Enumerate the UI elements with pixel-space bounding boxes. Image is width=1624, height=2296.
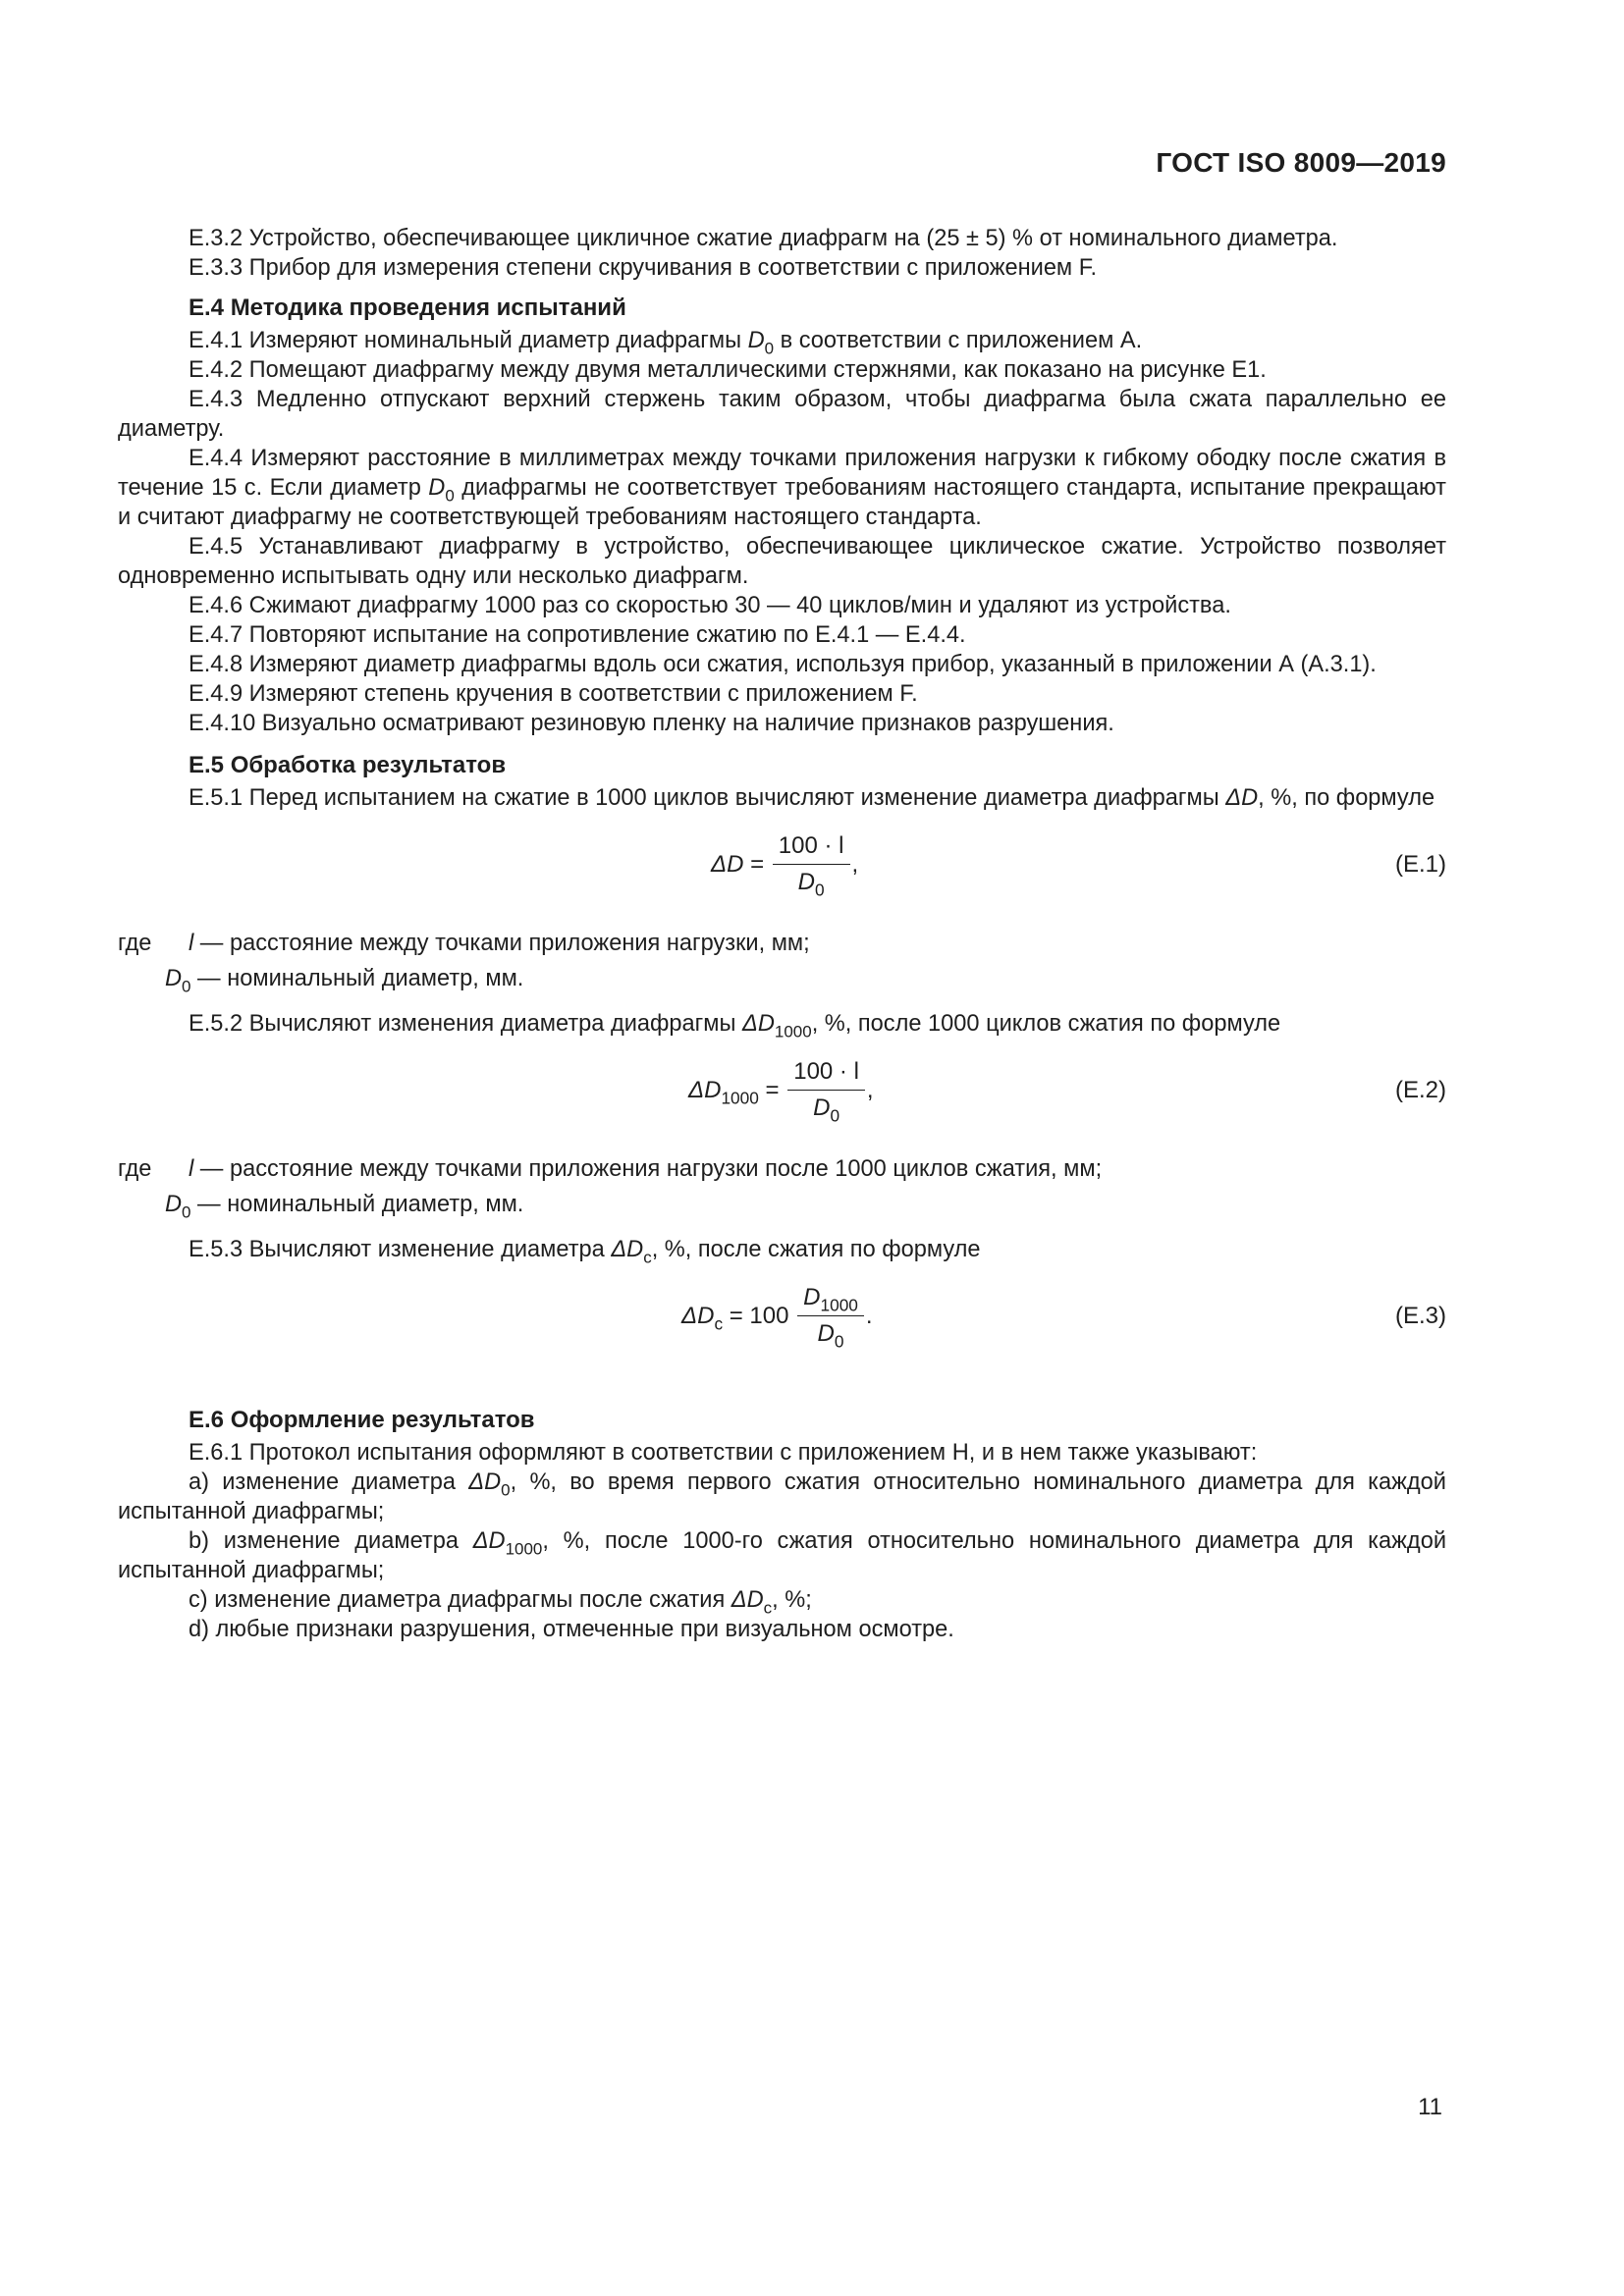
formula-numerator: 100 · l — [787, 1056, 865, 1091]
where-line-d0: $D_0$ — номинальный диаметр, мм. — [165, 1192, 524, 1222]
paragraph-e-6-1: Е.6.1 Протокол испытания оформляют в соответствии с приложением H, и в нем также указывают: — [189, 1440, 1258, 1466]
formula-lhs: $\Delta D_c$ — [681, 1302, 724, 1334]
formula-equals: = — [758, 1076, 786, 1103]
paragraph-e-4-1: Е.4.1 Измеряют номинальный диаметр диафрагмы $D_0$ в соответствии с приложением А. — [189, 328, 1143, 358]
formula-lhs: ΔD — [711, 850, 744, 878]
list-item-a: a) изменение диаметра $\Delta D_0$, %, во время первого сжатия относительно номинального диаметра для каждой испытанной диафрагмы; — [118, 1469, 1446, 1524]
formula-numerator: $D_{1000}$ — [797, 1282, 864, 1316]
paragraph-e-5-2: Е.5.2 Вычисляют изменения диаметра диафрагмы $\Delta D_{1000}$, %, после 1000 циклов сжатия по формуле — [189, 1011, 1281, 1041]
section-heading-e-6: Е.6 Оформление результатов — [189, 1407, 535, 1433]
where-line-l: где l — расстояние между точками приложения нагрузки после 1000 циклов сжатия, мм; — [118, 1156, 1103, 1182]
formula-fraction — [797, 1282, 864, 1350]
paragraph-e-5-1: Е.5.1 Перед испытанием на сжатие в 1000 циклов вычисляют изменение диаметра диафрагмы ΔD, %, по формуле — [189, 785, 1435, 811]
formula-fraction — [787, 1056, 865, 1124]
paragraph-e-4-8: Е.4.8 Измеряют диаметр диафрагмы вдоль оси сжатия, используя прибор, указанный в приложении А (А.3.1). — [189, 652, 1377, 677]
formula-e-3: $\Delta D_c$ = 100 $\frac{D_{1000}}{D_0}$ . (Е.3) — [681, 1284, 1446, 1352]
results-list — [118, 1468, 1446, 1644]
where-line-d0: $D_0$ — номинальный диаметр, мм. — [165, 966, 524, 996]
page-number: 11 — [1418, 2094, 1442, 2120]
paragraph-e-4-4: Е.4.4 Измеряют расстояние в миллиметрах между точками приложения нагрузки к гибкому ободку после сжатия в течение 15 с. Если диаметр $D_0$ диафрагмы не соответствует требованиям настоящего стандарта, испытание прекращают и считают диафрагму не соответствующей требованиям настоящего стандарта. — [118, 446, 1446, 530]
paragraph-e-4-6: Е.4.6 Сжимают диафрагму 1000 раз со скоростью 30 — 40 циклов/мин и удаляют из устройства. — [189, 593, 1231, 618]
formula-e-1: ΔD = $\frac{100 \cdot l}{D_0}$ , (Е.1) — [711, 832, 1446, 900]
paragraph-e-4-5: Е.4.5 Устанавливают диафрагму в устройство, обеспечивающее циклическое сжатие. Устройство позволяет одновременно испытывать одну или несколько диафрагм. — [118, 534, 1446, 589]
list-item-b: b) изменение диаметра $\Delta D_{1000}$, %, после 1000-го сжатия относительно номинального диаметра для каждой испытанной диафрагмы; — [118, 1528, 1446, 1583]
paragraph-e-4-10: Е.4.10 Визуально осматривают резиновую пленку на наличие признаков разрушения. — [189, 711, 1114, 736]
paragraph-e-4-9: Е.4.9 Измеряют степень кручения в соответствии с приложением F. — [189, 681, 918, 707]
where-line-l: где l — расстояние между точками приложения нагрузки, мм; — [118, 931, 810, 956]
paragraph-e-3-2: Е.3.2 Устройство, обеспечивающее цикличное сжатие диафрагм на (25 ± 5) % от номинального диаметра. — [189, 226, 1338, 251]
formula-lhs: $\Delta D_{1000}$ — [688, 1076, 759, 1108]
paragraph-e-3-3: Е.3.3 Прибор для измерения степени скручивания в соответствии с приложением F. — [189, 255, 1098, 281]
list-item-c: c) изменение диаметра диафрагмы после сжатия $\Delta D_c$, %; — [189, 1587, 812, 1618]
formula-fraction — [773, 830, 850, 898]
paragraph-e-4-2: Е.4.2 Помещают диафрагму между двумя металлическими стержнями, как показано на рисунке Е1. — [189, 357, 1267, 383]
section-heading-e-5: Е.5 Обработка результатов — [189, 752, 507, 778]
list-item-d: d) любые признаки разрушения, отмеченные при визуальном осмотре. — [189, 1617, 954, 1642]
formula-number: (Е.1) — [1394, 851, 1446, 878]
formula-denominator: $D_0$ — [817, 1320, 844, 1352]
formula-equals: = 100 — [723, 1302, 796, 1329]
document-code-header: ГОСТ ISO 8009—2019 — [1156, 147, 1446, 178]
paragraph-e-4-7: Е.4.7 Повторяют испытание на сопротивление сжатию по Е.4.1 — Е.4.4. — [189, 622, 966, 648]
formula-number: (Е.3) — [1394, 1303, 1446, 1329]
formula-number: (Е.2) — [1394, 1077, 1446, 1103]
section-heading-e-4: Е.4 Методика проведения испытаний — [189, 294, 626, 321]
formula-denominator: $D_0$ — [813, 1095, 840, 1126]
paragraph-e-5-3: Е.5.3 Вычисляют изменение диаметра $\Delta D_c$, %, после сжатия по формуле — [189, 1237, 981, 1267]
formula-numerator: 100 · l — [773, 830, 850, 865]
document-body — [118, 224, 1446, 1644]
paragraph-e-4-3: Е.4.3 Медленно отпускают верхний стержень таким образом, чтобы диафрагма была сжата параллельно ее диаметру. — [118, 387, 1446, 442]
formula-e-2: $\Delta D_{1000}$ = $\frac{100 \cdot l}{D_0}$ , (Е.2) — [688, 1058, 1446, 1126]
formula-denominator: $D_0$ — [797, 869, 825, 900]
formula-equals: = — [743, 850, 771, 878]
